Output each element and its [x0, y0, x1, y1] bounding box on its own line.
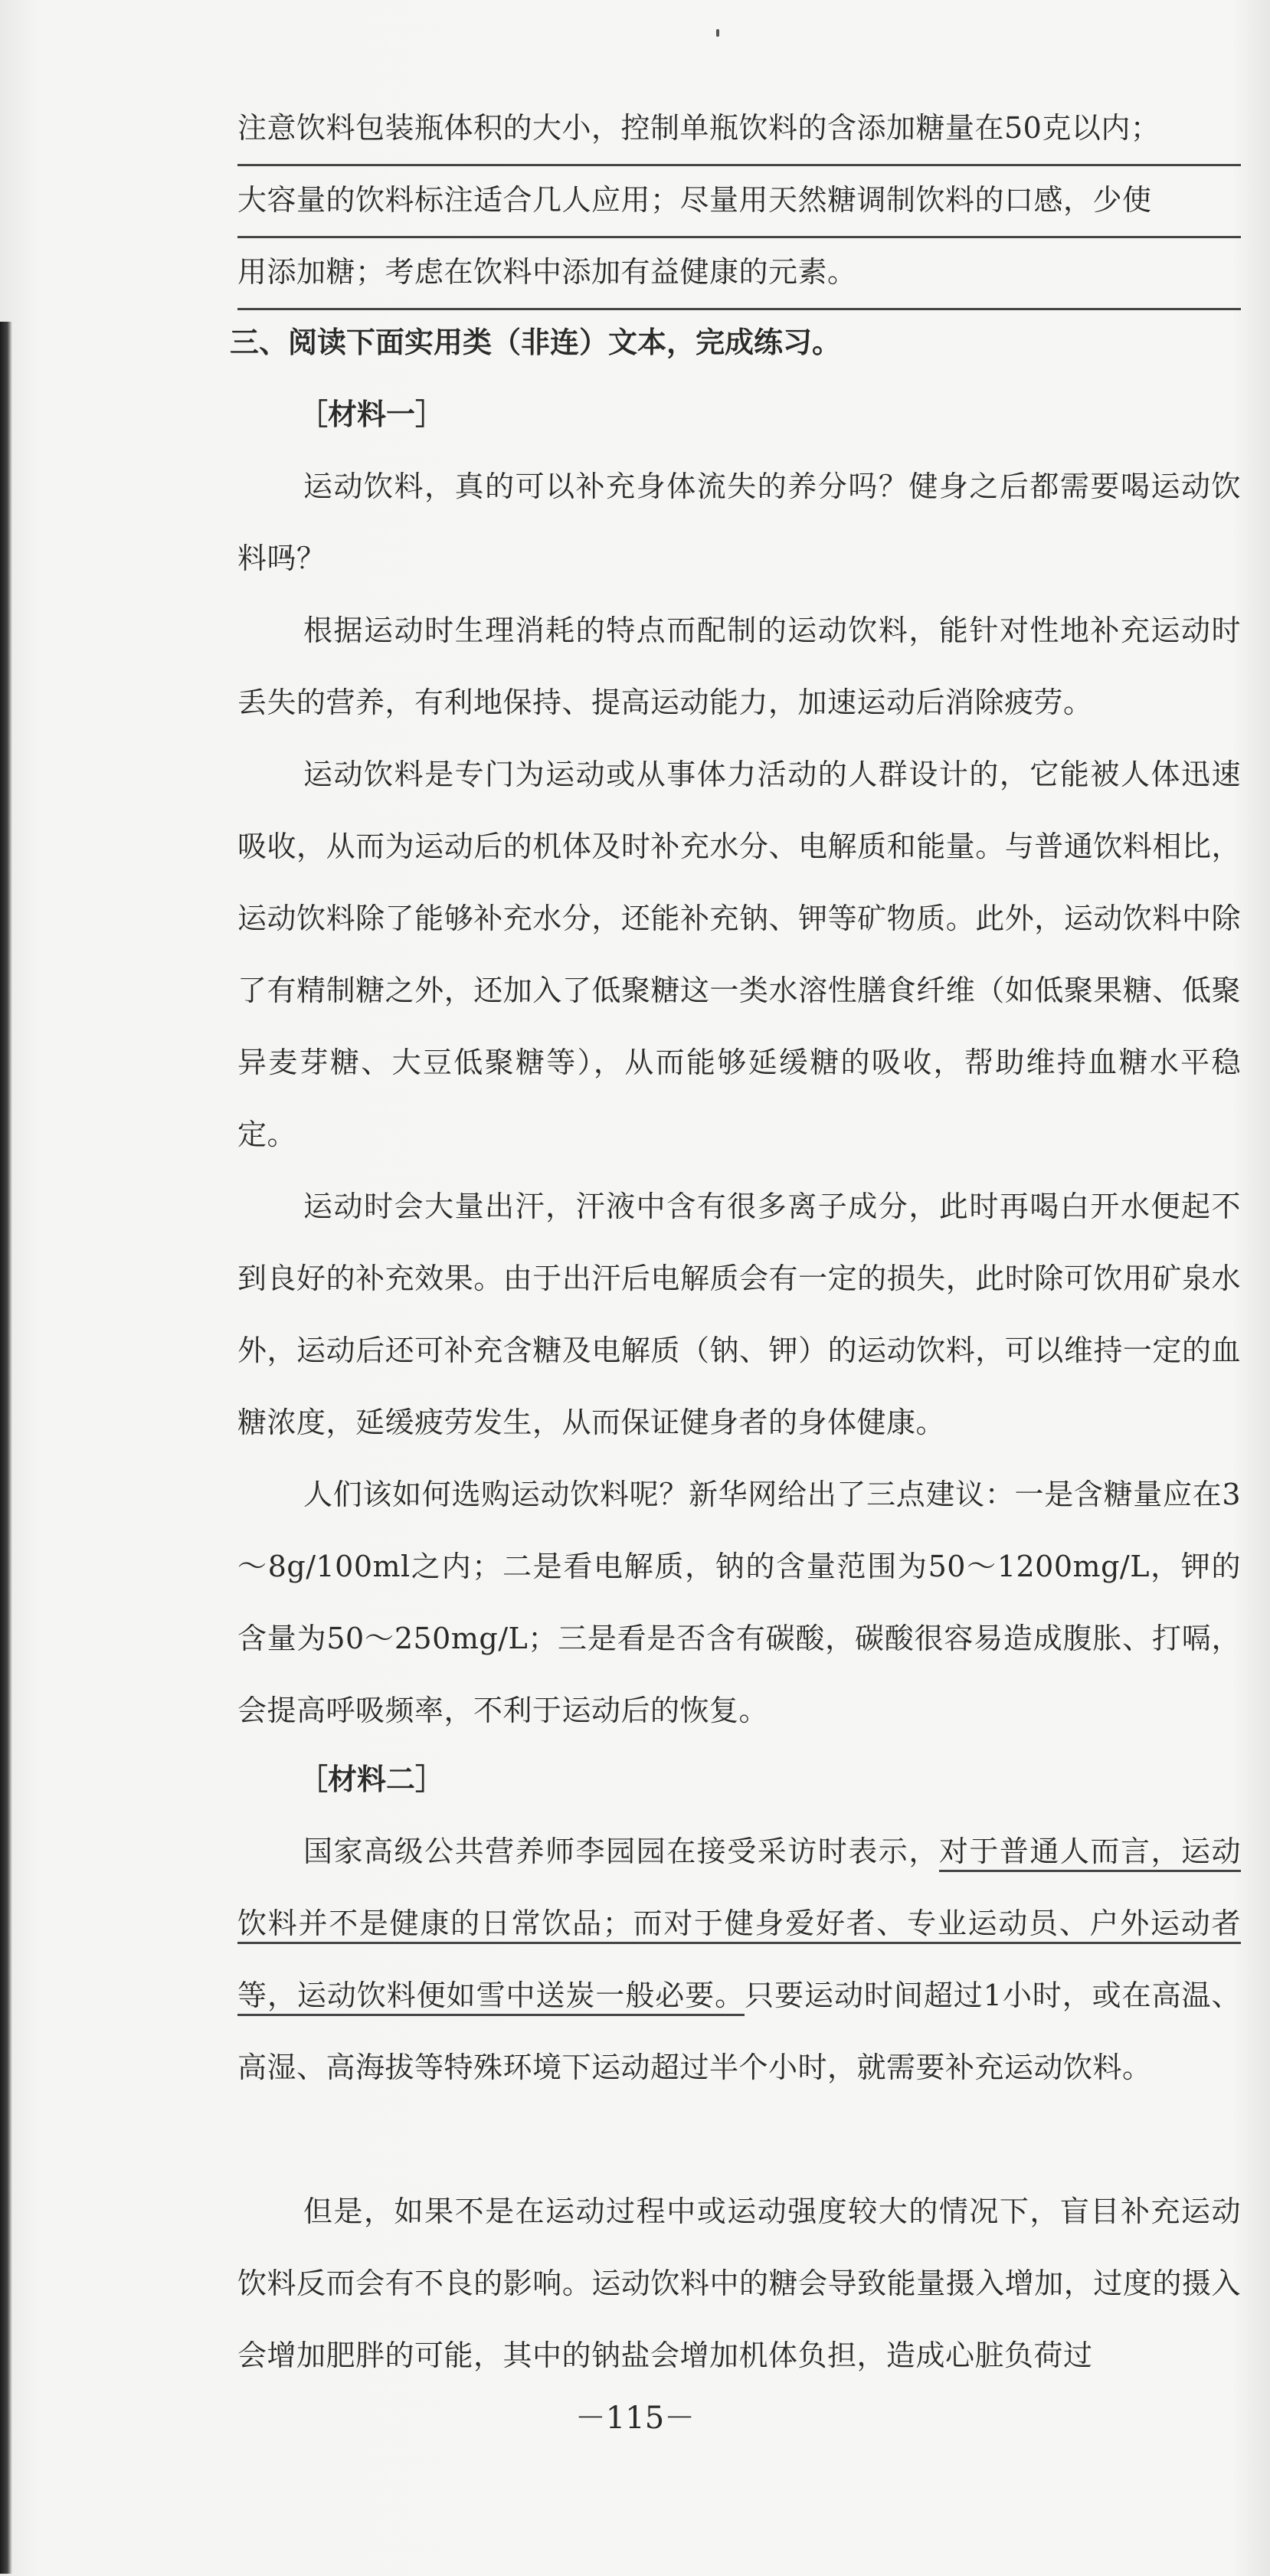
answer-text-3: 用添加糖；考虑在饮料中添加有益健康的元素。 — [237, 236, 1241, 310]
ink-speck — [716, 29, 719, 37]
answer-line-3 — [237, 236, 1241, 310]
material-one-label: ［材料一］ — [299, 398, 445, 431]
material-two-para-1-underlined: 对于普通人而言，运动饮料并不是健康的日常饮品；而对于健身爱好者、专业运动员、户外运动者等，运动饮料便如雪中送炭一般必要。 — [237, 1835, 1241, 2016]
answer-text-2: 大容量的饮料标注适合几人应用；尽量用天然糖调制饮料的口感，少使 — [237, 164, 1241, 238]
material-two-para-1-suffix: 只要运动时间超过1小时，或在高温、高湿、高海拔等特殊环境下运动超过半个小时，就需要补充运动饮料。 — [237, 1979, 1241, 2084]
material-one-para-1: 运动饮料，真的可以补充身体流失的养分吗？健身之后都需要喝运动饮料吗？ — [237, 470, 1241, 575]
answer-text-1: 注意饮料包装瓶体积的大小，控制单瓶饮料的含添加糖量在50克以内； — [237, 92, 1241, 166]
page-number: －115－ — [574, 2401, 696, 2436]
answer-line-2 — [237, 164, 1241, 238]
material-one-para-5: 人们该如何选购运动饮料呢？新华网给出了三点建议：一是含糖量应在3～8g/100ml之内；二是看电解质，钠的含量范围为50～1200mg/L，钾的含量为50～250mg/L；三是看是否含有碳酸，碳酸很容易造成腹胀、打嗝，会提高呼吸频率，不利于运动后的恢复。 — [237, 1478, 1241, 1727]
material-one-para-4: 运动时会大量出汗，汗液中含有很多离子成分，此时再喝白开水便起不到良好的补充效果。由于出汗后电解质会有一定的损失，此时除可饮用矿泉水外，运动后还可补充含糖及电解质（钠、钾）的运动饮料，可以维持一定的血糖浓度，延缓疲劳发生，从而保证健身者的身体健康。 — [237, 1190, 1241, 1439]
material-one-para-3: 运动饮料是专门为运动或从事体力活动的人群设计的，它能被人体迅速吸收，从而为运动后的机体及时补充水分、电解质和能量。与普通饮料相比，运动饮料除了能够补充水分，还能补充钠、钾等矿物质。此外，运动饮料中除了有精制糖之外，还加入了低聚糖这一类水溶性膳食纤维（如低聚果糖、低聚异麦芽糖、大豆低聚糖等），从而能够延缓糖的吸收，帮助维持血糖水平稳定。 — [237, 758, 1241, 1151]
answer-line-1 — [237, 92, 1241, 166]
binding-shadow — [0, 322, 12, 2574]
material-two-label: ［材料二］ — [299, 1763, 445, 1796]
material-two-para-1 — [237, 1815, 1241, 2103]
section-heading: 三、阅读下面实用类（非连）文本，完成练习。 — [230, 326, 842, 359]
material-one-para-2: 根据运动时生理消耗的特点而配制的运动饮料，能针对性地补充运动时丢失的营养，有利地保持、提高运动能力，加速运动后消除疲劳。 — [237, 614, 1241, 719]
material-two-para-1-prefix: 国家高级公共营养师李园园在接受采访时表示， — [303, 1835, 939, 1868]
material-two-para-2: 但是，如果不是在运动过程中或运动强度较大的情况下，盲目补充运动饮料反而会有不良的影响。运动饮料中的糖会导致能量摄入增加，过度的摄入会增加肥胖的可能，其中的钠盐会增加机体负担，造成心脏负荷过 — [237, 2195, 1241, 2372]
